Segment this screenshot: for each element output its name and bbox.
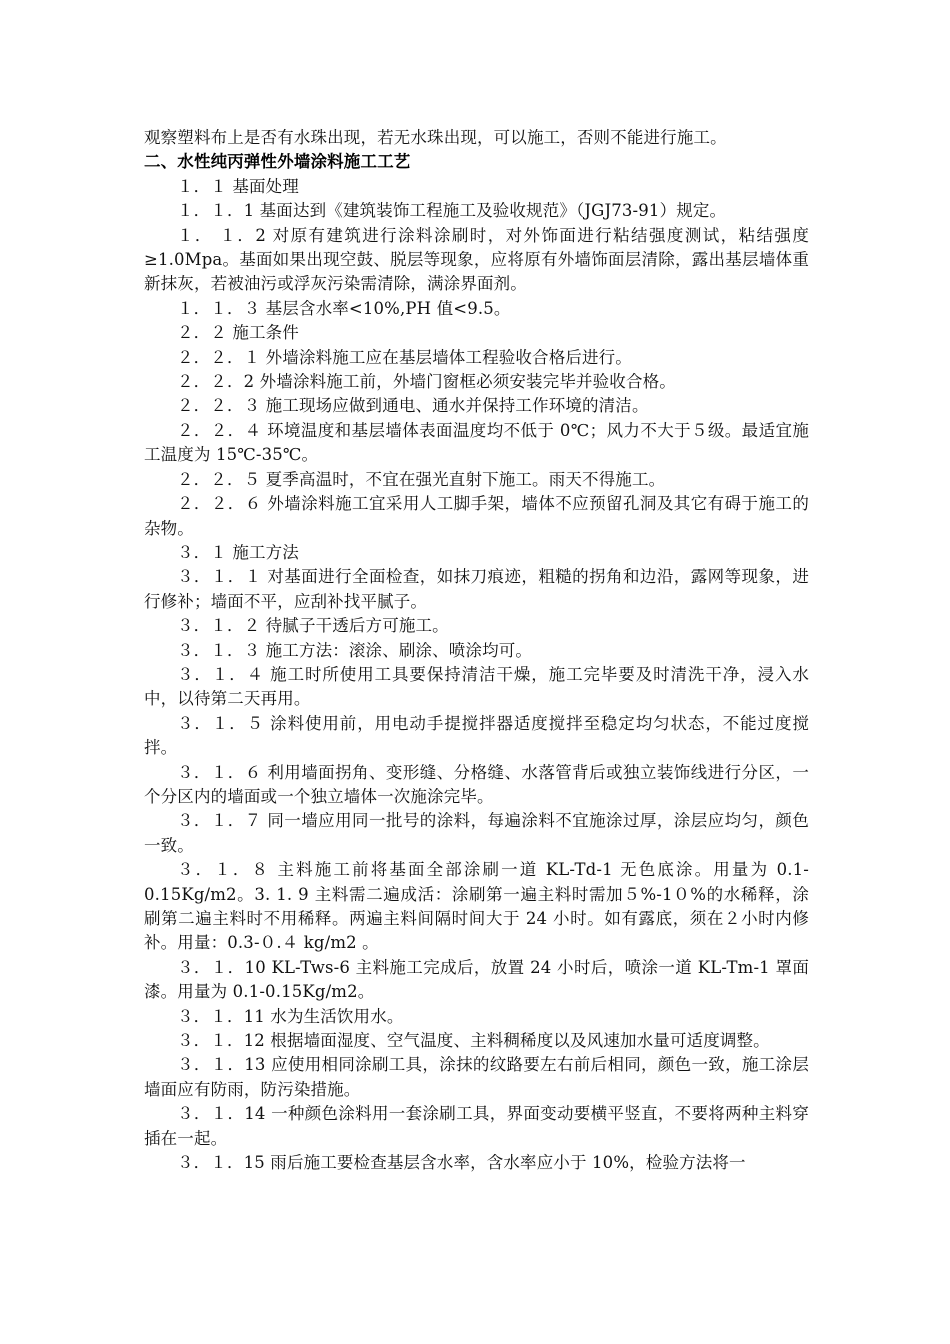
paragraph-3-1-14: ３．１．14 一种颜色涂料用一套涂刷工具，界面变动要横平竖直，不要将两种主料穿插在一起。	[144, 1104, 809, 1148]
paragraph-1-1-3: １．１．３ 基层含水率<10%,PH 值<9.5。	[177, 298, 511, 318]
paragraph-3-1-8: ３．１．８ 主料施工前将基面全部涂刷一道 KL-Td-1 无色底涂。用量为 0.1-0.15Kg/m2。3. 1. 9 主料需二遍成活：涂刷第一遍主料时需加５%-1０%的水稀释，涂刷第二遍主料时不用稀释。两遍主料间隔时间大于 24 小时。如有露底，须在２小时内修补。用量：0.3-０.４ kg/m2 。	[144, 860, 809, 953]
paragraph-3-1-11: ３．１．11 水为生活饮用水。	[177, 1006, 404, 1026]
paragraph-3-1-10: ３．１．10 KL-Tws-6 主料施工完成后，放置 24 小时后，喷涂一道 KL-Tm-1 罩面漆。用量为 0.1-0.15Kg/m2。	[144, 957, 809, 1002]
paragraph-3-1-12: ３．１．12 根据墙面湿度、空气温度、主料稠稀度以及风速加水量可适度调整。	[177, 1031, 770, 1051]
paragraph-3-1-3: ３．１．３ 施工方法：滚涂、刷涂、喷涂均可。	[177, 640, 533, 660]
paragraph-2-2-4: ２．２．４ 环境温度和基层墙体表面温度均不低于 0℃；风力不大于５级。最适宜施工温度为 15℃-35℃。	[144, 420, 809, 465]
paragraph-2-2-2: ２．２．2 外墙涂料施工前，外墙门窗框必须安装完毕并验收合格。	[177, 372, 676, 392]
paragraph-3-1-13: ３．１．13 应使用相同涂刷工具，涂抹的纹路要左右前后相同，颜色一致，施工涂层墙面应有防雨，防污染措施。	[144, 1055, 809, 1099]
paragraph-2-2-6: ２．２．６ 外墙涂料施工宜采用人工脚手架，墙体不应预留孔洞及其它有碍于施工的杂物。	[144, 494, 809, 538]
paragraph-2-2-5: ２．２．５ 夏季高温时，不宜在强光直射下施工。雨天不得施工。	[177, 469, 666, 489]
paragraph-3-1: ３．１ 施工方法	[177, 542, 299, 562]
paragraph-3-1-2: ３．１．２ 待腻子干透后方可施工。	[177, 616, 449, 636]
paragraph-3-1-7: ３．１．７ 同一墙应用同一批号的涂料，每遍涂料不宜施涂过厚，涂层应均匀，颜色一致。	[144, 811, 809, 855]
paragraph-1-1-1: １．１．1 基面达到《建筑装饰工程施工及验收规范》（JGJ73-91）规定。	[177, 201, 727, 221]
paragraph-2-2-3: ２．２．３ 施工现场应做到通电、通水并保持工作环境的清洁。	[177, 396, 649, 416]
document-body	[144, 126, 809, 1175]
paragraph-1-1-2: １． １．2 对原有建筑进行涂料涂刷时，对外饰面进行粘结强度测试，粘结强度≥1.0Mpa。基面如果出现空鼓、脱层等现象，应将原有外墙饰面层清除，露出基层墙体重新抹灰，若被油污或浮灰污染需清除，满涂界面剂。	[144, 225, 809, 294]
lead-paragraph: 观察塑料布上是否有水珠出现，若无水珠出现，可以施工，否则不能进行施工。	[144, 128, 727, 147]
paragraph-1-1: １．１ 基面处理	[177, 176, 299, 196]
paragraph-2-2-1: ２．２．１ 外墙涂料施工应在基层墙体工程验收合格后进行。	[177, 347, 632, 367]
paragraph-3-1-1: ３．１．１ 对基面进行全面检查，如抹刀痕迹，粗糙的拐角和边沿，露网等现象，进行修补；墙面不平，应刮补找平腻子。	[144, 567, 809, 611]
paragraph-2-2: ２．２ 施工条件	[177, 323, 299, 343]
paragraph-3-1-4: ３．１．４ 施工时所使用工具要保持清洁干燥，施工完毕要及时清洗干净，浸入水中，以待第二天再用。	[144, 664, 809, 709]
section-heading: 二、水性纯丙弹性外墙涂料施工工艺	[144, 152, 411, 172]
paragraph-3-1-5: ３．１．５ 涂料使用前，用电动手提搅拌器适度搅拌至稳定均匀状态，不能过度搅拌。	[144, 713, 809, 758]
paragraph-3-1-6: ３．１．６ 利用墙面拐角、变形缝、分格缝、水落管背后或独立装饰线进行分区，一个分区内的墙面或一个独立墙体一次施涂完毕。	[144, 762, 809, 806]
paragraph-3-1-15: ３．１．15 雨后施工要检查基层含水率，含水率应小于 10%，检验方法将一	[177, 1153, 746, 1173]
